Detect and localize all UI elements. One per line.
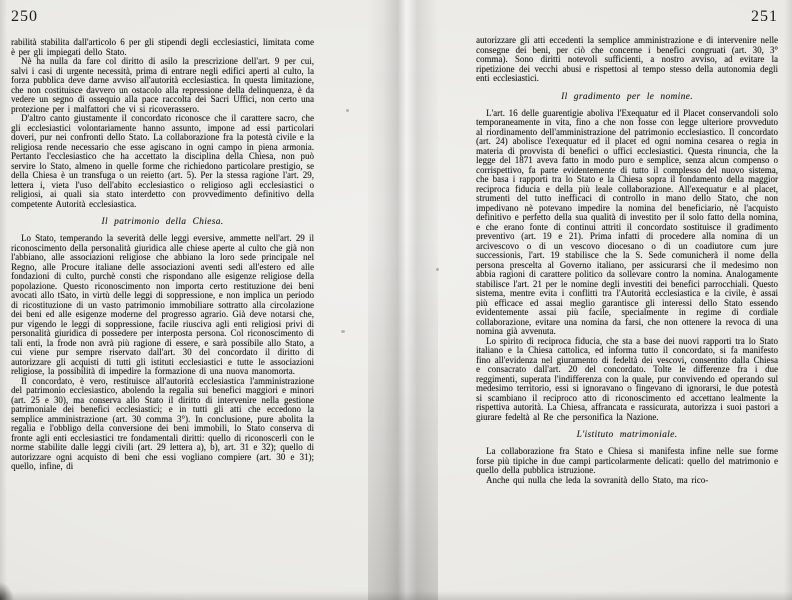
scan-speck — [346, 109, 349, 112]
paragraph: L'art. 16 delle guarentigie aboliva l'Exequatur ed il Placet conservandoli solo temporaneamente in vita, fino a che non fosse con legge ulteriore provveduto al riordinamento dell'amministrazione del patrimonio ecclesiastico. Il concordato (art. 24) abolisce l'exequatur ed il placet ed ogni nomina cesarea o regia in materia di provvista di benefici o uffici ecclesiastici. Questa rinuncia, che la legge del 1871 aveva fatto in modo puro e semplice, senza alcun compenso o corrispettivo, fa parte evidentemente di tutto il complesso del nuovo sistema, che basa i rapporti tra lo Stato e la Chiesa sopra il fondamento della maggior reciproca fiducia e della più leale collaborazione. All'exequatur e al placet, strumenti del tutto inefficaci di controllo in mano dello Stato, che non impedivano nè potevano impedire la nomina del beneficiario, nè l'acquisto definitivo e perfetto della sua qualità di investito per il solo fatto della nomina, e che erano fonte di continui attriti il concordato sostituisce il gradimento preventivo (art. 19 e 21). Prima infatti di procedere alla nomina di un arcivescovo o di un vescovo diocesano o di un coadiutore cum jure successionis, l'art. 19 stabilisce che la S. Sede comunicherà il nome della persona prescelta al Governo italiano, per assicurarsi che il medesimo non abbia ragioni di carattere politico da sollevare contro la nomina. Analogamente stabilisce l'art. 21 per le nomine degli investiti dei benefici parrocchiali. Questo sistema, mentre evita i conflitti tra l'Autorità ecclesiastica e la civile, è assai più efficace ed assai meglio garantisce gli interessi dello Stato essendo evidentemente assai più facile, specialmente in regime di cordiale collaborazione, evitare una nomina da farsi, che non ottenere la revoca di una nomina già avvenuta. — [476, 107, 778, 336]
scan-speck — [341, 330, 345, 333]
page-251 — [476, 8, 778, 485]
scan-edge-right — [784, 0, 792, 600]
scan-corner-smudge — [0, 582, 14, 600]
paragraph: Lo spirito di reciproca fiducia, che sta a base dei nuovi rapporti tra lo Stato italiano e la Chiesa cattolica, ed informa tutto il concordato, si fa manifesto fino all'evidenza nel giuramento di fedeltà dei vescovi, consentito dalla Chiesa e consacrato dall'art. 20 del concordato. Tolte le differenze fra i due reggimenti, superata l'indifferenza con la quale, pur convivendo ed operando sul medesimo territorio, essi si ignoravano o fingevano di ignorarsi, le due potestà si scambiano il reciproco atto di riconoscimento ed accettano lealmente la rispettiva autorità. La Chiesa, affrancata e rassicurata, autorizza i suoi pastori a giurare fedeltà al Re che personifica la Nazione. — [476, 335, 778, 422]
page-number-right: 251 — [751, 8, 778, 25]
paragraph: Il concordato, è vero, restituisce all'autorità ecclesiastica l'amministrazione del patrimonio ecclesiastico, abolendo la regalia sui benefici maggiori e minori (art. 25 e 30), ma conserva allo Stato il diritto di intervenire nella gestione patrimoniale dei benefici ecclesiastici; e in tutti gli atti che eccedono la semplice amministrazione (art. 30 comma 3°). In conclusione, pure abolita la regalia e l'obbligo della conversione dei beni immobili, lo Stato conserva di fronte agli enti ecclesiastici tre fondamentali diritti: quello di riconoscerli con le norme stabilite dalle leggi civili (art. 29 lettera a), b), art. 31 e 32); quello di autorizzare ogni acquisto di beni che essi vogliano compiere (art. 30 e 31); quello, infine, di — [11, 375, 314, 471]
paragraph: D'altro canto giustamente il concordato riconosce che il carattere sacro, che gli ecclesiastici volontariamente hanno assunto, impone ad essi particolari doveri, pur nei confronti dello Stato. La collaborazione fra la potestà civile e la religiosa rende necessario che esse agiscano in ogni campo in piena armonia. Pertanto l'ecclesiastico che ha accettato la disciplina della Chiesa, non può servire lo Stato, almeno in quelle forme che richiedono particolare prestigio, se della Chiesa è un transfuga o un reietto (art. 5). Per la stessa ragione l'art. 29, lettera i, vieta l'uso dell'abito ecclesiastico o religioso agli ecclesiastici o religiosi, ai quali sia stato interdetto con provvedimento definitivo della competente Autorità ecclesiastica. — [11, 113, 314, 209]
paragraph: Anche qui nulla che leda la sovranità dello Stato, ma rico- — [486, 474, 709, 485]
paragraph-continuation: rabilità stabilita dall'articolo 6 per gli stipendi degli ecclesiastici, limitata come è per gli impiegati dello Stato. — [11, 37, 314, 57]
page-number-left: 250 — [11, 8, 38, 25]
scan-edge-left — [0, 0, 7, 600]
section-heading-istituto-matrimoniale: L'istituto matrimoniale. — [576, 430, 678, 440]
scan-edge-bottom — [0, 591, 792, 600]
scan-speck — [436, 268, 439, 271]
paragraph: Lo Stato, temperando la severità delle leggi eversive, ammette nell'art. 29 il riconoscimento della personalità giuridica alle chiese aperte al culto che già non l'abbiano, alle associazioni religiose che abbiano la loro sede principale nel Regno, alle Procure italiane delle associazioni aventi sedi all'estero ed alle fondazioni di culto, purchè consti che rispondano alle esigenze religiose della popolazione. Questo riconoscimento non importa certo restituzione dei beni avocati allo tSato, in virtù delle leggi di soppressione, e non implica un periodo di ricostituzione di un vasto patrimonio immobiliare sottratto alla circolazione dei beni ed alle esigenze moderne del progresso agrario. Già deve notarsi che, pur vigendo le leggi di soppressione, facile riusciva agli enti religiosi privi di personalità giuridica di possedere per interposta persona. Col riconoscimento di tali enti, la frode non avrà più ragione di essere, e sarà possibile allo Stato, a cui viene pur sempre riservato dall'art. 30 del concordato il diritto di autorizzare gli acquisti di tutti gli istituti ecclesiastici e tutte le associazioni religiose, la possibilità di impedire la formazione di una nuova manomorta. — [11, 233, 314, 376]
page-250 — [11, 8, 314, 472]
page-250-text — [11, 38, 314, 472]
paragraph-continuation: autorizzare gli atti eccedenti la semplice amministrazione e di intervenire nelle consegne dei beni, per ciò che concerne i benefici congruati (art. 30, 3° comma). Sono diritti notevoli sufficienti, a nostro avviso, ad evitare la ripetizione dei vecchi abusi e rispettosi al tempo stesso della autonomia degli enti ecclesiastici. — [476, 35, 778, 83]
paragraph: La collaborazione fra Stato e Chiesa si manifesta infine nelle sue forme forse più tipiche in due campi particolarmente delicati: quello del matrimonio e quello della pubblica istruzione. — [476, 446, 778, 475]
page-gutter-shadow — [368, 0, 438, 600]
page-251-text — [476, 36, 778, 485]
page-gutter-shadow-bottom — [368, 0, 438, 600]
section-heading-gradimento-nomine: Il gradimento per le nomine. — [561, 91, 693, 102]
section-heading-patrimonio-chiesa: Il patrimonio della Chiesa. — [101, 217, 224, 227]
paragraph: Nè ha nulla da fare col diritto di asilo la prescrizione dell'art. 9 per cui, salvi i casi di urgente necessità, prima di entrare negli edifici aperti al culto, la forza pubblica deve darne avviso all'autorità ecclesiastica. In questa limitazione, che non costituisce davvero un ostacolo alla repressione della delinquenza, è da vedere un segno di ossequio alla pace raccolta dei Sacri Uffici, non certo una protezione per i malfattori che vi si ricoverassero. — [11, 56, 314, 114]
